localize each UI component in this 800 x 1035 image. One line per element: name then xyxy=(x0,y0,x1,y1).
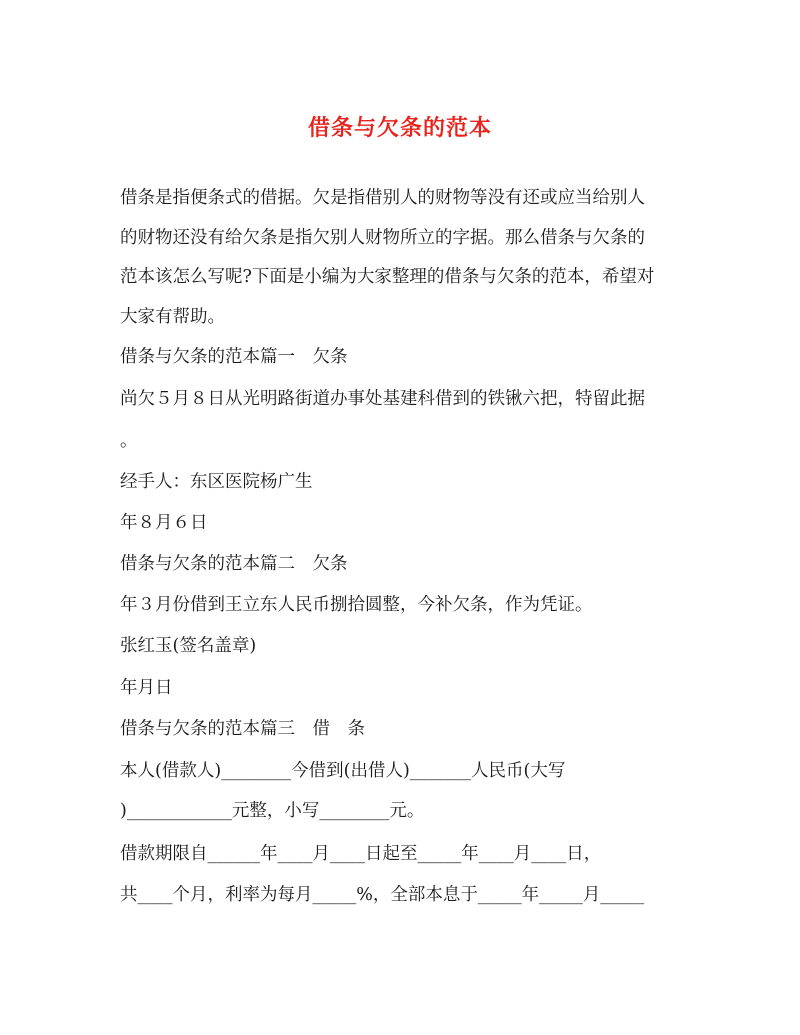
loan-form-line-4: 共____个月，利率为每月_____%，全部本息于_____年_____月_____ xyxy=(120,885,645,905)
section-heading-1: 借条与欠条的范本篇一 欠条 xyxy=(120,347,348,367)
paragraph-line-note-1-end: 。 xyxy=(120,431,138,451)
paragraph-line-intro-2: 的财物还没有给欠条是指欠别人财物所立的字据。那么借条与欠条的 xyxy=(120,228,645,248)
signer-line-2: 张红玉(签名盖章) xyxy=(120,636,257,656)
date-line-1: 年８月６日 xyxy=(120,513,208,533)
document-title: 借条与欠条的范本 xyxy=(307,115,492,141)
paragraph-line-intro-1: 借条是指便条式的借据。欠是指借别人的财物等没有还或应当给别人 xyxy=(120,188,645,208)
section-heading-2: 借条与欠条的范本篇二 欠条 xyxy=(120,554,348,574)
loan-form-line-2: )____________元整，小写________元。 xyxy=(120,801,425,821)
section-heading-3: 借条与欠条的范本篇三 借 条 xyxy=(120,719,365,739)
loan-form-line-1: 本人(借款人)________今借到(出借人)_______人民币(大写 xyxy=(120,761,566,781)
paragraph-line-intro-4: 大家有帮助。 xyxy=(120,307,225,327)
date-line-2: 年月日 xyxy=(120,678,173,698)
signer-line-1: 经手人：东区医院杨广生 xyxy=(120,472,313,492)
paragraph-line-note-2: 年３月份借到王立东人民币捌拾圆整，今补欠条，作为凭证。 xyxy=(120,595,593,615)
loan-form-line-3: 借款期限自______年____月____日起至_____年____月____日， xyxy=(120,844,602,864)
paragraph-line-intro-3: 范本该怎么写呢?下面是小编为大家整理的借条与欠条的范本，希望对 xyxy=(120,267,655,287)
paragraph-line-note-1: 尚欠５月８日从光明路街道办事处基建科借到的铁锹六把，特留此据 xyxy=(120,389,645,409)
